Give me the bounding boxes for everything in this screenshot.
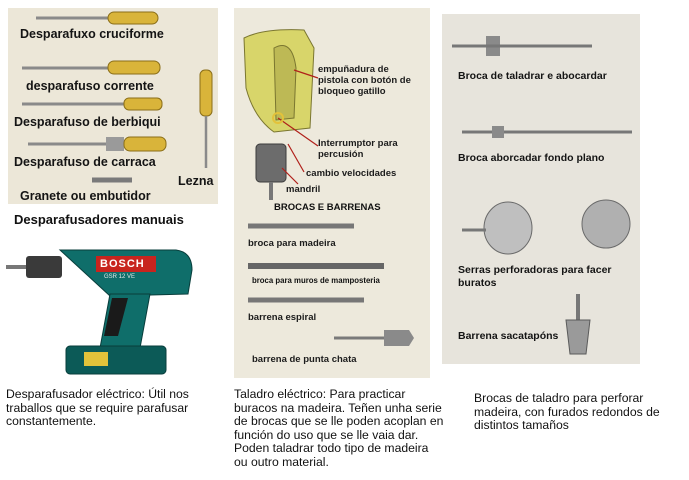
label-wood-bit: broca para madeira bbox=[248, 238, 336, 249]
plug-cutter-image bbox=[566, 294, 590, 354]
label-spade-bit: barrena de punta chata bbox=[252, 354, 357, 365]
flat-screwdriver-image bbox=[22, 61, 160, 74]
drill-bits-panel bbox=[442, 14, 640, 364]
spade-bit-image bbox=[334, 330, 414, 346]
label-cruciforme: Desparafuxo cruciforme bbox=[20, 27, 164, 41]
label-trigger: Interrumptor para percusión bbox=[318, 138, 398, 160]
label-corrente: desparafuso corrente bbox=[26, 79, 154, 93]
brace-screwdriver-image bbox=[22, 98, 162, 110]
manual-screwdrivers-panel bbox=[8, 8, 218, 204]
countersink-bit-image bbox=[452, 36, 592, 56]
label-hole-saws: Serras perforadoras para facer buratos bbox=[458, 264, 612, 289]
drill-bits-caption: Brocas de taladro para perforar madeira, con furados redondos de distintos tamaños bbox=[474, 391, 660, 432]
electric-screwdriver-caption: Desparafusador eléctrico: Útil nos traballos que se require parafusar constantemente. bbox=[6, 387, 189, 428]
label-masonry-bit: broca para muros de mamposteria bbox=[252, 276, 380, 285]
bits-section-title: BROCAS E BARRENAS bbox=[274, 202, 381, 213]
electric-drill-caption: Taladro eléctrico: Para practicar buracos na madeira. Teñen unha serie de brocas que se lle poden acoplan en función do uso que se lle vaia dar. Poden taladrar todo tipo de madeira ou outro material. bbox=[234, 387, 444, 469]
electric-screwdriver-panel bbox=[0, 236, 224, 378]
flat-bottom-bit-image bbox=[462, 126, 632, 138]
label-countersink-bit: Broca de taladrar e abocardar bbox=[458, 70, 607, 82]
label-speed: cambio velocidades bbox=[306, 168, 397, 179]
label-flat-bottom-bit: Broca aborcadar fondo plano bbox=[458, 152, 605, 164]
hole-saw-image bbox=[462, 200, 630, 254]
bits-illustration bbox=[442, 14, 640, 364]
label-plug-cutter: Barrena sacatapóns bbox=[458, 330, 559, 342]
label-granete: Granete ou embutidor bbox=[20, 189, 151, 203]
manual-screwdrivers-caption: Desparafusadores manuais bbox=[14, 212, 184, 227]
awl-image bbox=[200, 70, 212, 168]
bosch-logo: BOSCH bbox=[100, 258, 145, 270]
label-carraca: Desparafuso de carraca bbox=[14, 155, 156, 169]
label-lezna: Lezna bbox=[178, 174, 214, 188]
label-chuck: mandril bbox=[286, 184, 321, 195]
label-spiral-auger: barrena espiral bbox=[248, 312, 317, 323]
ratchet-screwdriver-image bbox=[28, 137, 166, 151]
phillips-screwdriver-image bbox=[36, 12, 158, 24]
label-grip: empuñadura de pistola con botón de bloqueo gatillo bbox=[318, 64, 411, 97]
model-label: GSR 12 VE bbox=[104, 274, 136, 280]
electric-drill-panel bbox=[234, 8, 430, 378]
label-berbiqui: Desparafuso de berbiqui bbox=[14, 115, 161, 129]
